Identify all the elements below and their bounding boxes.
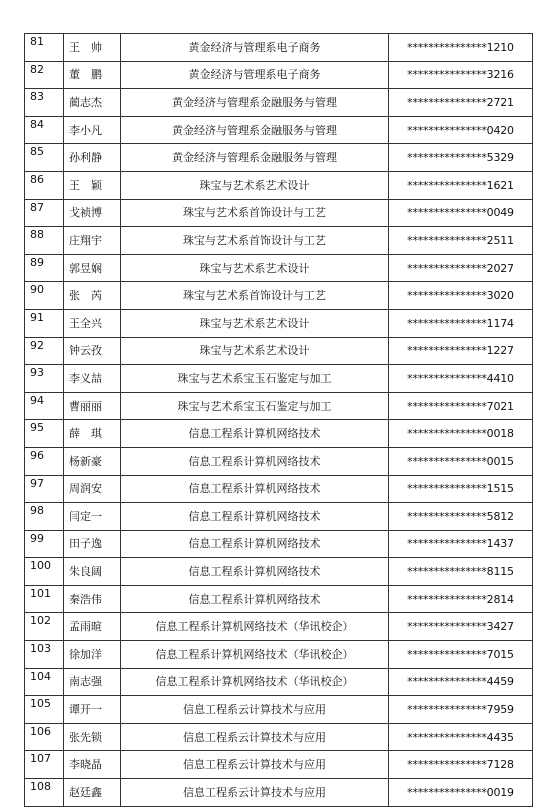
row-number: 87 [25,199,64,227]
table-row [25,696,533,724]
row-number: 98 [25,503,64,531]
table-row [25,585,533,613]
student-name: 王 帅 [64,34,121,62]
student-name: 董 鹏 [64,61,121,89]
table-row [25,89,533,117]
row-number: 94 [25,392,64,420]
row-number: 107 [25,751,64,779]
table-row [25,116,533,144]
row-number: 81 [25,34,64,62]
table-row [25,503,533,531]
masked-id-number: ***************7959 [389,696,533,724]
department-major: 信息工程系计算机网络技术 [121,420,389,448]
masked-id-number: ***************0019 [389,779,533,807]
department-major: 信息工程系计算机网络技术 [121,530,389,558]
row-number: 106 [25,723,64,751]
row-number: 93 [25,365,64,393]
department-major: 珠宝与艺术系艺术设计 [121,254,389,282]
row-number: 89 [25,254,64,282]
table-row [25,337,533,365]
row-number: 82 [25,61,64,89]
masked-id-number: ***************2721 [389,89,533,117]
student-name: 庄翔宇 [64,227,121,255]
masked-id-number: ***************5329 [389,144,533,172]
masked-id-number: ***************3216 [389,61,533,89]
table-row [25,61,533,89]
student-name: 李小凡 [64,116,121,144]
masked-id-number: ***************1210 [389,34,533,62]
department-major: 黄金经济与管理系金融服务与管理 [121,144,389,172]
table-row [25,365,533,393]
row-number: 103 [25,641,64,669]
table-row [25,392,533,420]
table-row [25,751,533,779]
masked-id-number: ***************3020 [389,282,533,310]
student-name: 钟云孜 [64,337,121,365]
row-number: 102 [25,613,64,641]
student-name: 赵廷鑫 [64,779,121,807]
department-major: 黄金经济与管理系电子商务 [121,61,389,89]
department-major: 珠宝与艺术系艺术设计 [121,171,389,199]
table-row [25,309,533,337]
masked-id-number: ***************0018 [389,420,533,448]
department-major: 珠宝与艺术系宝玉石鉴定与加工 [121,392,389,420]
masked-id-number: ***************5812 [389,503,533,531]
student-name: 薛 琪 [64,420,121,448]
row-number: 86 [25,171,64,199]
student-name: 孙利静 [64,144,121,172]
masked-id-number: ***************0015 [389,447,533,475]
department-major: 信息工程系云计算技术与应用 [121,696,389,724]
table-row [25,144,533,172]
table-row [25,475,533,503]
table-row [25,641,533,669]
table-row [25,282,533,310]
department-major: 黄金经济与管理系电子商务 [121,34,389,62]
student-name: 秦浩伟 [64,585,121,613]
student-name: 周润安 [64,475,121,503]
table-row [25,613,533,641]
student-name: 杨新豪 [64,447,121,475]
row-number: 96 [25,447,64,475]
row-number: 99 [25,530,64,558]
masked-id-number: ***************7021 [389,392,533,420]
student-name: 曹丽丽 [64,392,121,420]
department-major: 信息工程系云计算技术与应用 [121,779,389,807]
student-name: 张先锁 [64,723,121,751]
masked-id-number: ***************8115 [389,558,533,586]
table-row [25,420,533,448]
department-major: 信息工程系计算机网络技术（华讯校企） [121,613,389,641]
masked-id-number: ***************3427 [389,613,533,641]
row-number: 108 [25,779,64,807]
department-major: 珠宝与艺术系宝玉石鉴定与加工 [121,365,389,393]
row-number: 91 [25,309,64,337]
masked-id-number: ***************2511 [389,227,533,255]
masked-id-number: ***************7015 [389,641,533,669]
masked-id-number: ***************4435 [389,723,533,751]
student-name: 闫定一 [64,503,121,531]
department-major: 珠宝与艺术系首饰设计与工艺 [121,282,389,310]
row-number: 85 [25,144,64,172]
masked-id-number: ***************4410 [389,365,533,393]
row-number: 84 [25,116,64,144]
row-number: 100 [25,558,64,586]
table-row [25,530,533,558]
student-name: 徐加洋 [64,641,121,669]
department-major: 信息工程系计算机网络技术 [121,585,389,613]
table-row [25,558,533,586]
masked-id-number: ***************1621 [389,171,533,199]
student-name: 孟雨暄 [64,613,121,641]
student-name: 蔺志杰 [64,89,121,117]
row-number: 88 [25,227,64,255]
masked-id-number: ***************2027 [389,254,533,282]
student-name: 郭昱娴 [64,254,121,282]
row-number: 83 [25,89,64,117]
table-row [25,171,533,199]
row-number: 105 [25,696,64,724]
row-number: 97 [25,475,64,503]
row-number: 101 [25,585,64,613]
department-major: 信息工程系计算机网络技术 [121,503,389,531]
masked-id-number: ***************0420 [389,116,533,144]
table-row [25,779,533,807]
masked-id-number: ***************1174 [389,309,533,337]
student-roster-sheet [24,33,532,807]
department-major: 黄金经济与管理系金融服务与管理 [121,89,389,117]
roster-table-body [25,34,533,807]
student-name: 谭开一 [64,696,121,724]
department-major: 信息工程系云计算技术与应用 [121,723,389,751]
student-name: 戈祯博 [64,199,121,227]
department-major: 信息工程系计算机网络技术（华讯校企） [121,641,389,669]
department-major: 信息工程系计算机网络技术 [121,475,389,503]
table-row [25,668,533,696]
student-name: 南志强 [64,668,121,696]
department-major: 黄金经济与管理系金融服务与管理 [121,116,389,144]
row-number: 90 [25,282,64,310]
row-number: 92 [25,337,64,365]
student-name: 王 颖 [64,171,121,199]
table-row [25,447,533,475]
table-row [25,723,533,751]
department-major: 信息工程系计算机网络技术 [121,558,389,586]
department-major: 珠宝与艺术系艺术设计 [121,309,389,337]
department-major: 珠宝与艺术系首饰设计与工艺 [121,199,389,227]
table-row [25,254,533,282]
masked-id-number: ***************4459 [389,668,533,696]
student-name: 张 芮 [64,282,121,310]
department-major: 珠宝与艺术系艺术设计 [121,337,389,365]
table-row [25,34,533,62]
student-name: 王全兴 [64,309,121,337]
department-major: 信息工程系计算机网络技术 [121,447,389,475]
masked-id-number: ***************0049 [389,199,533,227]
table-row [25,227,533,255]
department-major: 珠宝与艺术系首饰设计与工艺 [121,227,389,255]
student-name: 田子逸 [64,530,121,558]
row-number: 95 [25,420,64,448]
department-major: 信息工程系计算机网络技术（华讯校企） [121,668,389,696]
masked-id-number: ***************1437 [389,530,533,558]
row-number: 104 [25,668,64,696]
student-name: 李晓晶 [64,751,121,779]
table-row [25,199,533,227]
masked-id-number: ***************7128 [389,751,533,779]
student-name: 李义喆 [64,365,121,393]
masked-id-number: ***************1515 [389,475,533,503]
masked-id-number: ***************1227 [389,337,533,365]
student-name: 朱良阔 [64,558,121,586]
student-roster-table [24,33,533,807]
masked-id-number: ***************2814 [389,585,533,613]
department-major: 信息工程系云计算技术与应用 [121,751,389,779]
